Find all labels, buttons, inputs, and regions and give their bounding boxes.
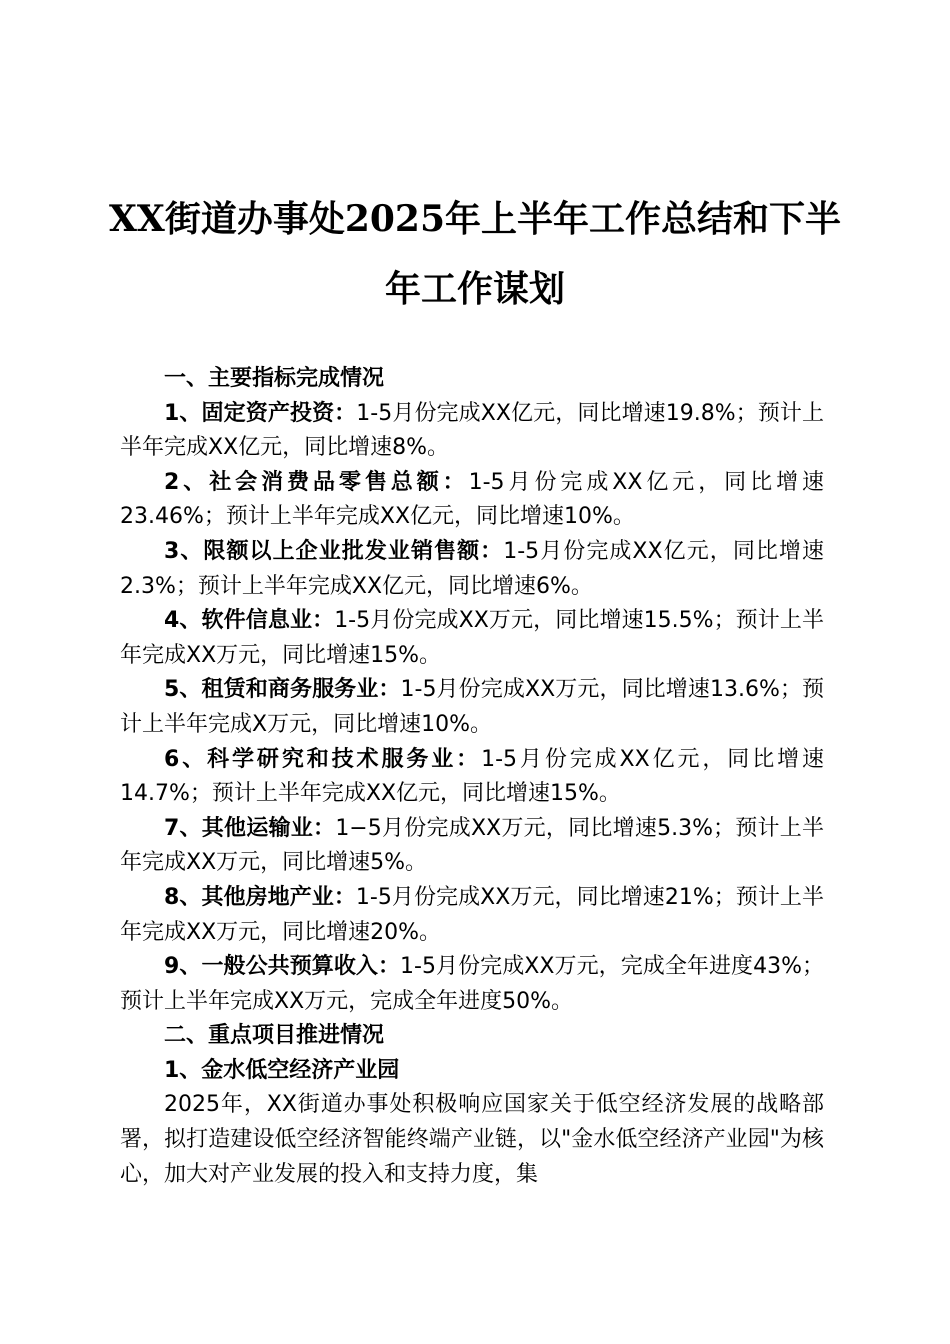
section-heading-indicators: 一、主要指标完成情况 — [164, 366, 385, 391]
indicator-text: 1-5月份完成XX亿元，同比增速23.46%；预计上半年完成XX亿元，同比增速10%。 — [120, 469, 825, 530]
indicator-label: 6、科学研究和技术服务业： — [164, 746, 482, 772]
indicator-label: 3、限额以上企业批发业销售额： — [164, 538, 504, 564]
indicator-text: 1-5月份完成XX亿元，同比增速2.3%；预计上半年完成XX亿元，同比增速6%。 — [120, 538, 824, 599]
indicator-label: 1、固定资产投资： — [164, 400, 357, 426]
indicator-text: 1-5月份完成XX万元，同比增速15.5%；预计上半年完成XX万元，同比增速15%。 — [120, 608, 825, 668]
indicator-label: 7、其他运输业： — [164, 815, 336, 841]
document-title-line-2: 年工作谋划 — [384, 268, 565, 310]
indicator-paragraph — [120, 881, 824, 950]
document-body — [120, 362, 824, 1192]
indicator-paragraph — [120, 397, 824, 466]
indicator-text: 1-5月份完成XX万元，完成全年进度43%；预计上半年完成XX万元，完成全年进度50%。 — [120, 954, 824, 1014]
indicator-paragraph — [120, 535, 824, 604]
document-title-line-1: XX街道办事处2025年上半年工作总结和下半 — [108, 198, 842, 240]
indicator-label: 2、社会消费品零售总额： — [164, 469, 469, 495]
project-paragraph: 2025年，XX街道办事处积极响应国家关于低空经济发展的战略部署，拟打造建设低空经济智能终端产业链，以"金水低空经济产业园"为核心，加大对产业发展的投入和支持力度，集 — [120, 1092, 824, 1187]
indicator-text: 1-5月份完成XX万元，同比增速13.6%；预计上半年完成X万元，同比增速10%。 — [120, 677, 825, 737]
indicator-paragraph — [120, 604, 824, 673]
indicator-paragraph — [120, 812, 824, 881]
indicator-paragraph — [120, 743, 824, 812]
indicator-label: 8、其他房地产业： — [164, 884, 356, 910]
indicator-text: 1-5月份完成XX亿元，同比增速14.7%；预计上半年完成XX亿元，同比增速15%。 — [120, 746, 825, 807]
section-heading-projects: 二、重点项目推进情况 — [164, 1023, 385, 1049]
indicator-text: 1-5月份完成XX亿元，同比增速19.8%；预计上半年完成XX亿元，同比增速8%。 — [120, 400, 825, 461]
indicator-text: 1-5月份完成XX万元，同比增速21%；预计上半年完成XX万元，同比增速20%。 — [120, 884, 824, 945]
indicator-text: 1−5月份完成XX万元，同比增速5.3%；预计上半年完成XX万元，同比增速5%。 — [120, 815, 825, 876]
indicator-label: 9、一般公共预算收入： — [164, 954, 401, 980]
indicator-paragraph — [120, 950, 824, 1019]
indicator-paragraph — [120, 466, 824, 535]
indicator-label: 5、租赁和商务服务业： — [164, 677, 401, 703]
indicator-label: 4、软件信息业： — [164, 608, 335, 634]
indicator-paragraph — [120, 673, 824, 742]
project-heading: 1、金水低空经济产业园 — [164, 1057, 400, 1083]
